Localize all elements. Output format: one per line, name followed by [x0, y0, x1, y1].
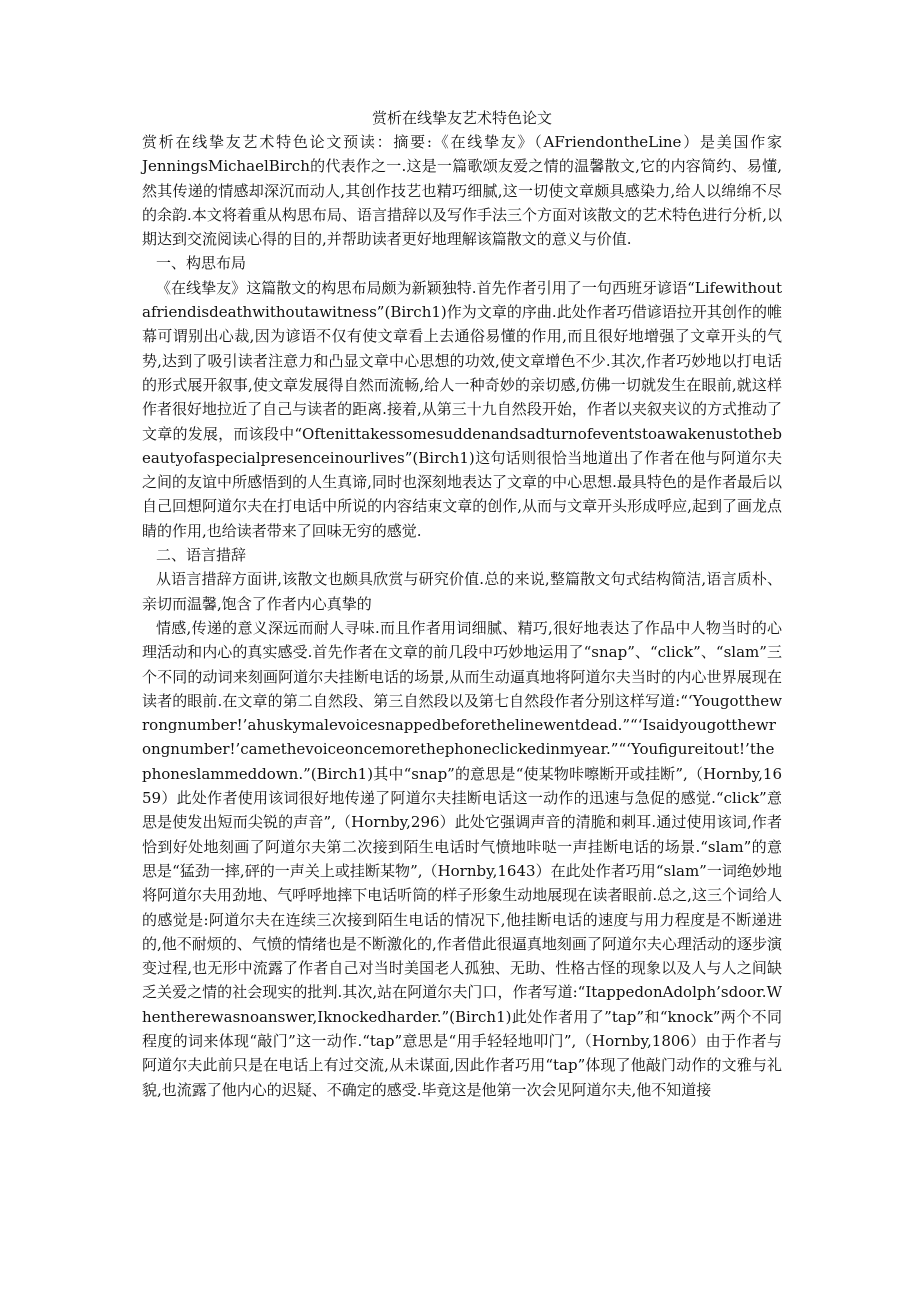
document-page — [142, 106, 782, 1102]
section-heading-language: 二、语言措辞 — [156, 546, 247, 565]
page-title: 赏析在线挚友艺术特色论文 — [371, 109, 552, 127]
section1-paragraph: 《在线挚友》这篇散文的构思布局颇为新颖独特.首先作者引用了一句西班牙谚语“Lifewithoutafriendisdeathwithoutawitness”(Birch1)作为文章的序曲.此处作者巧借谚语拉开其创作的帷幕可谓别出心裁,因为谚语不仅有使文章看上去通俗易懂的作用,而且很好地增强了文章开头的气势,达到了吸引读者注意力和凸显文章中心思想的功效,使文章增色不少.其次,作者巧妙地以打电话的形式展开叙事,使文章发展得自然而流畅,给人一种奇妙的亲切感,仿佛一切就发生在眼前,就这样作者很好地拉近了自己与读者的距离.接着,从第三十九自然段开始，作者以夹叙夹议的方式推动了文章的发展，而该段中“Oftenittakessomesuddenandsadturnofeventstoawakenustothebeautyofaspecialpresenceinourlives”(Birch1)这句话则很恰当地道出了作者在他与阿道尔夫之间的友谊中所感悟到的人生真谛,同时也深刻地表达了文章的中心思想.最具特色的是作者最后以自己回想阿道尔夫在打电话中所说的内容结束文章的创作,从而与文章开头形成呼应,起到了画龙点睛的作用,也给读者带来了回味无穷的感觉. — [142, 278, 782, 540]
section2-paragraph-2: 情感,传递的意义深远而耐人寻味.而且作者用词细腻、精巧,很好地表达了作品中人物当时的心理活动和内心的真实感受.首先作者在文章的前几段中巧妙地运用了“snap”、“click”、“slam”三个不同的动词来刻画阿道尔夫挂断电话的场景,从而生动逼真地将阿道尔夫当时的内心世界展现在读者的眼前.在文章的第二自然段、第三自然段以及第七自然段作者分别这样写道:“‘Yougotthewrongnumber!’ahuskymalevoicesnappedbeforethelinewentdead.”“‘Isaidyougotthewrongnumber!’camethevoiceoncemorethephoneclickedinmyear.”“‘Youfigureitout!’thephoneslammeddown.”(Birch1)其中“snap”的意思是“使某物咔嚓断开或挂断”,（Hornby,1659）此处作者使用该词很好地传递了阿道尔夫挂断电话这一动作的迅速与急促的感觉.“click”意思是使发出短而尖锐的声音”,（Hornby,296）此处它强调声音的清脆和刺耳.通过使用该词,作者恰到好处地刻画了阿道尔夫第二次接到陌生电话时气愤地咔哒一声挂断电话的场景.“slam”的意思是“猛劲一摔,砰的一声关上或挂断某物”,（Hornby,1643）在此处作者巧用“slam”一词绝妙地将阿道尔夫用劲地、气呼呼地摔下电话听筒的样子形象生动地展现在读者眼前.总之,这三个词给人的感觉是:阿道尔夫在连续三次接到陌生电话的情况下,他挂断电话的速度与用力程度是不断递进的,他不耐烦的、气愤的情绪也是不断激化的,作者借此很逼真地刻画了阿道尔夫心理活动的逐步演变过程,也无形中流露了作者自己对当时美国老人孤独、无助、性格古怪的现象以及人与人之间缺乏关爱之情的社会现实的批判.其次,站在阿道尔夫门口，作者写道:“ItappedonAdolph’sdoor.Whentherewasnoanswer,Iknockedharder.”(Birch1)此处作者用了”tap”和“knock”两个不同程度的词来体现“敲门”这一动作.“tap”意思是“用手轻轻地叩门”,（Hornby,1806）由于作者与阿道尔夫此前只是在电话上有过交流,从未谋面,因此作者巧用“tap”体现了他敲门动作的文雅与礼貌,也流露了他内心的迟疑、不确定的感受.毕竟这是他第一次会见阿道尔夫,他不知道接 — [142, 618, 782, 1099]
section2-paragraph-1: 从语言措辞方面讲,该散文也颇具欣赏与研究价值.总的来说,整篇散文句式结构简洁,语言质朴、亲切而温馨,饱含了作者内心真挚的 — [142, 570, 782, 613]
intro-paragraph: 赏析在线挚友艺术特色论文预读：摘要:《在线挚友》（AFriendontheLine）是美国作家JenningsMichaelBirch的代表作之一.这是一篇歌颂友爱之情的温馨散文,它的内容简约、易懂,然其传递的情感却深沉而动人,其创作技艺也精巧细腻,这一切使文章颇具感染力,给人以绵绵不尽的余韵.本文将着重从构思布局、语言措辞以及写作手法三个方面对该散文的艺术特色进行分析,以期达到交流阅读心得的目的,并帮助读者更好地理解该篇散文的意义与价值. — [142, 133, 782, 249]
section-heading-structure: 一、构思布局 — [156, 254, 247, 273]
